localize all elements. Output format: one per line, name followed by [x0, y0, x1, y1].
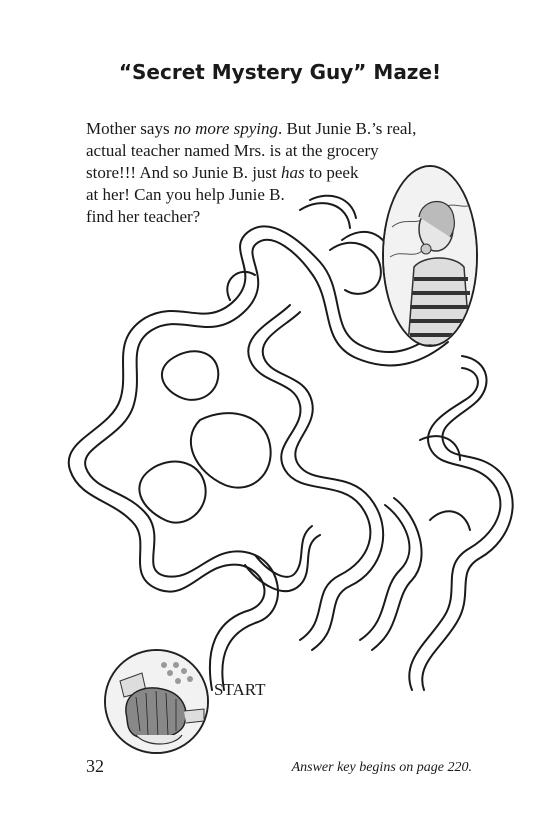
maze-wall	[255, 526, 312, 577]
intro-emphasis: no more spying	[173, 119, 279, 138]
intro-emphasis: has	[281, 163, 305, 182]
maze-wall	[310, 196, 356, 218]
maze-wall	[300, 203, 350, 228]
intro-line-2: actual teacher named Mrs. is at the grocery	[86, 141, 379, 160]
intro-text: store!!! And so Junie B. just	[86, 163, 282, 182]
maze-wall	[430, 511, 470, 530]
intro-text: Mother says	[86, 119, 174, 138]
intro-line-4: at her! Can you help Junie B.	[86, 185, 285, 204]
maze-start-label: START	[214, 680, 266, 699]
maze-wall	[420, 436, 460, 460]
maze-wall	[330, 243, 381, 294]
maze-wall	[409, 368, 500, 690]
intro-text: to peek	[304, 163, 359, 182]
maze-wall	[227, 272, 255, 300]
junie-illustration	[104, 649, 209, 754]
intro-text: . But Junie B.’s real,	[278, 119, 417, 138]
page-title: “Secret Mystery Guy” Maze!	[118, 60, 442, 84]
teacher-drawing-icon	[384, 167, 476, 345]
maze-wall	[162, 351, 218, 400]
teacher-illustration	[382, 165, 478, 347]
intro-line-5: find her teacher?	[86, 207, 201, 226]
maze-wall	[139, 462, 205, 523]
answer-key-note: Answer key begins on page 220.	[291, 760, 472, 775]
maze-wall	[263, 312, 384, 650]
page-number: 32	[86, 756, 104, 776]
junie-drawing-icon	[106, 651, 207, 752]
maze-wall	[245, 535, 320, 591]
